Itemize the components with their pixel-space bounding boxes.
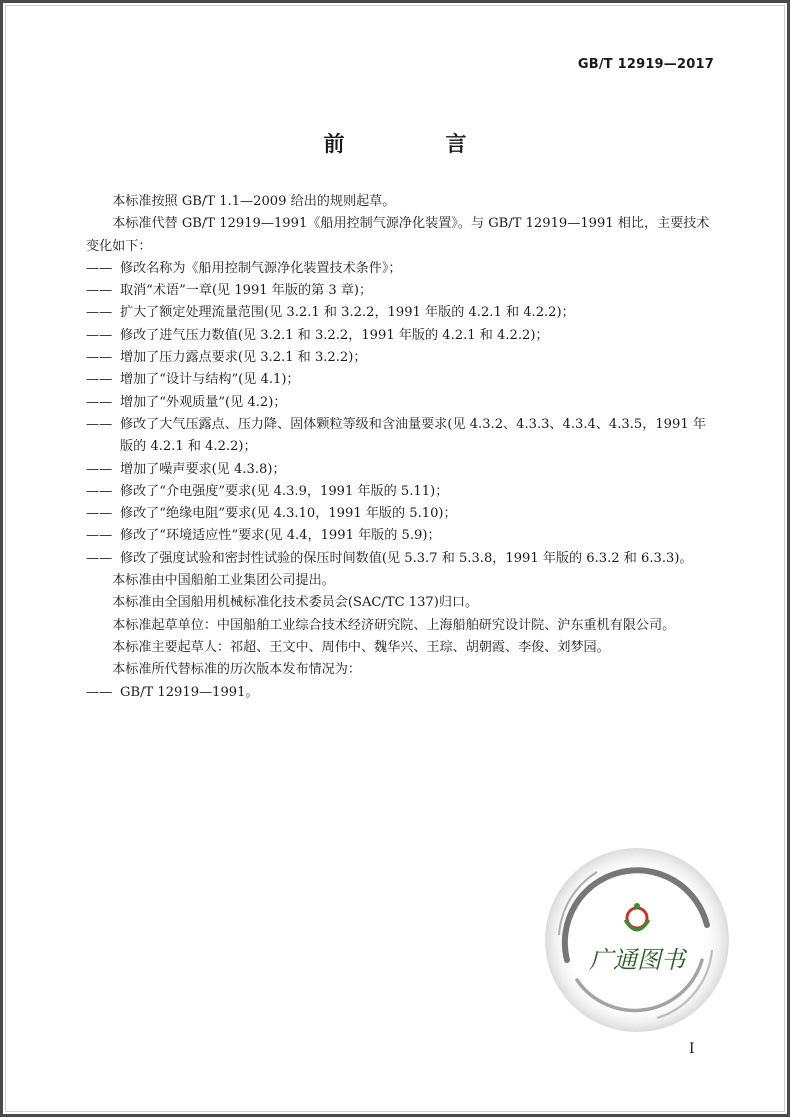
list-item-text: GB/T 12919—1991。 — [120, 684, 259, 700]
list-item-text: 修改了大气压露点、压力降、固体颗粒等级和含油量要求(见 4.3.2、4.3.3、4.3.4、4.3.5，1991 年版的 4.2.1 和 4.2.2)； — [120, 416, 706, 455]
list-item-text: 增加了噪声要求(见 4.3.8)； — [120, 461, 286, 477]
list-item — [86, 302, 718, 324]
seal-text: 广通图书 — [589, 946, 685, 974]
changes-list — [86, 258, 718, 570]
list-item — [86, 347, 718, 369]
page-number: I — [689, 1041, 695, 1057]
list-item-text: 取消“术语”一章(见 1991 年版的第 3 章)； — [120, 283, 373, 299]
list-item — [86, 258, 718, 280]
list-item-text: 修改了强度试验和密封性试验的保压时间数值(见 5.3.7 和 5.3.8，1991 年版的 6.3.2 和 6.3.3)。 — [120, 550, 693, 566]
list-item — [86, 682, 718, 704]
dash: —— — [86, 372, 113, 388]
list-item — [86, 525, 718, 547]
dash: —— — [86, 506, 113, 522]
list-item — [86, 280, 718, 302]
dash: —— — [86, 350, 113, 366]
standard-code: GB/T 12919—2017 — [577, 57, 714, 72]
list-item — [86, 369, 718, 391]
dash: —— — [86, 305, 113, 321]
list-item — [86, 503, 718, 525]
list-item — [86, 392, 718, 414]
list-item-text: 修改名称为《船用控制气源净化装置技术条件》； — [120, 260, 402, 276]
dash: —— — [86, 416, 113, 432]
list-item — [86, 459, 718, 481]
list-item — [86, 548, 718, 570]
list-item — [86, 414, 718, 459]
dash: —— — [86, 550, 113, 566]
list-item-text: 增加了“设计与结构”(见 4.1)； — [120, 372, 300, 388]
list-item — [86, 481, 718, 503]
dash: —— — [86, 528, 113, 544]
dash: —— — [86, 394, 113, 410]
list-item-text: 扩大了额定处理流量范围(见 3.2.1 和 3.2.2，1991 年版的 4.2.1 和 4.2.2)； — [120, 305, 575, 321]
list-item-text: 修改了“介电强度”要求(见 4.3.9，1991 年版的 5.11)； — [120, 483, 449, 499]
dash: —— — [86, 283, 113, 299]
dash: —— — [86, 684, 113, 700]
list-item-text: 修改了“环境适应性”要求(见 4.4，1991 年版的 5.9)； — [120, 528, 441, 544]
dash: —— — [86, 483, 113, 499]
paragraph: 本标准按照 GB/T 1.1—2009 给出的规则起草。 — [112, 194, 396, 209]
list-item-text: 修改了进气压力数值(见 3.2.1 和 3.2.2，1991 年版的 4.2.1 和 4.2.2)； — [120, 327, 549, 343]
dash: —— — [86, 260, 113, 276]
paragraph: 本标准起草单位：中国船舶工业综合技术经济研究院、上海船舶研究设计院、沪东重机有限公司。 — [112, 617, 676, 633]
page-title: 前 言 — [323, 132, 507, 156]
publisher-seal-icon — [537, 840, 737, 1040]
list-item-text: 修改了“绝缘电阻”要求(见 4.3.10，1991 年版的 5.10)； — [120, 506, 457, 522]
list-item-text: 增加了“外观质量”(见 4.2)； — [120, 394, 287, 410]
list-item-text: 增加了压力露点要求(见 3.2.1 和 3.2.2)； — [120, 350, 367, 366]
dash: —— — [86, 461, 113, 477]
paragraph: 本标准所代替标准的历次版本发布情况为： — [112, 662, 361, 678]
paragraph: 本标准主要起草人：祁超、王文中、周伟中、魏华兴、王琮、胡朝霞、李俊、刘梦园。 — [112, 639, 610, 655]
paragraph: 本标准代替 GB/T 12919—1991《船用控制气源净化装置》。与 GB/T 12919—1991 相比，主要技术变化如下： — [86, 216, 710, 254]
dash: —— — [86, 327, 113, 343]
list-item — [86, 325, 718, 347]
paragraph: 本标准由中国船舶工业集团公司提出。 — [112, 573, 335, 589]
paragraph: 本标准由全国船用机械标准化技术委员会(SAC/TC 137)归口。 — [112, 595, 479, 611]
foreword-body — [86, 191, 718, 704]
